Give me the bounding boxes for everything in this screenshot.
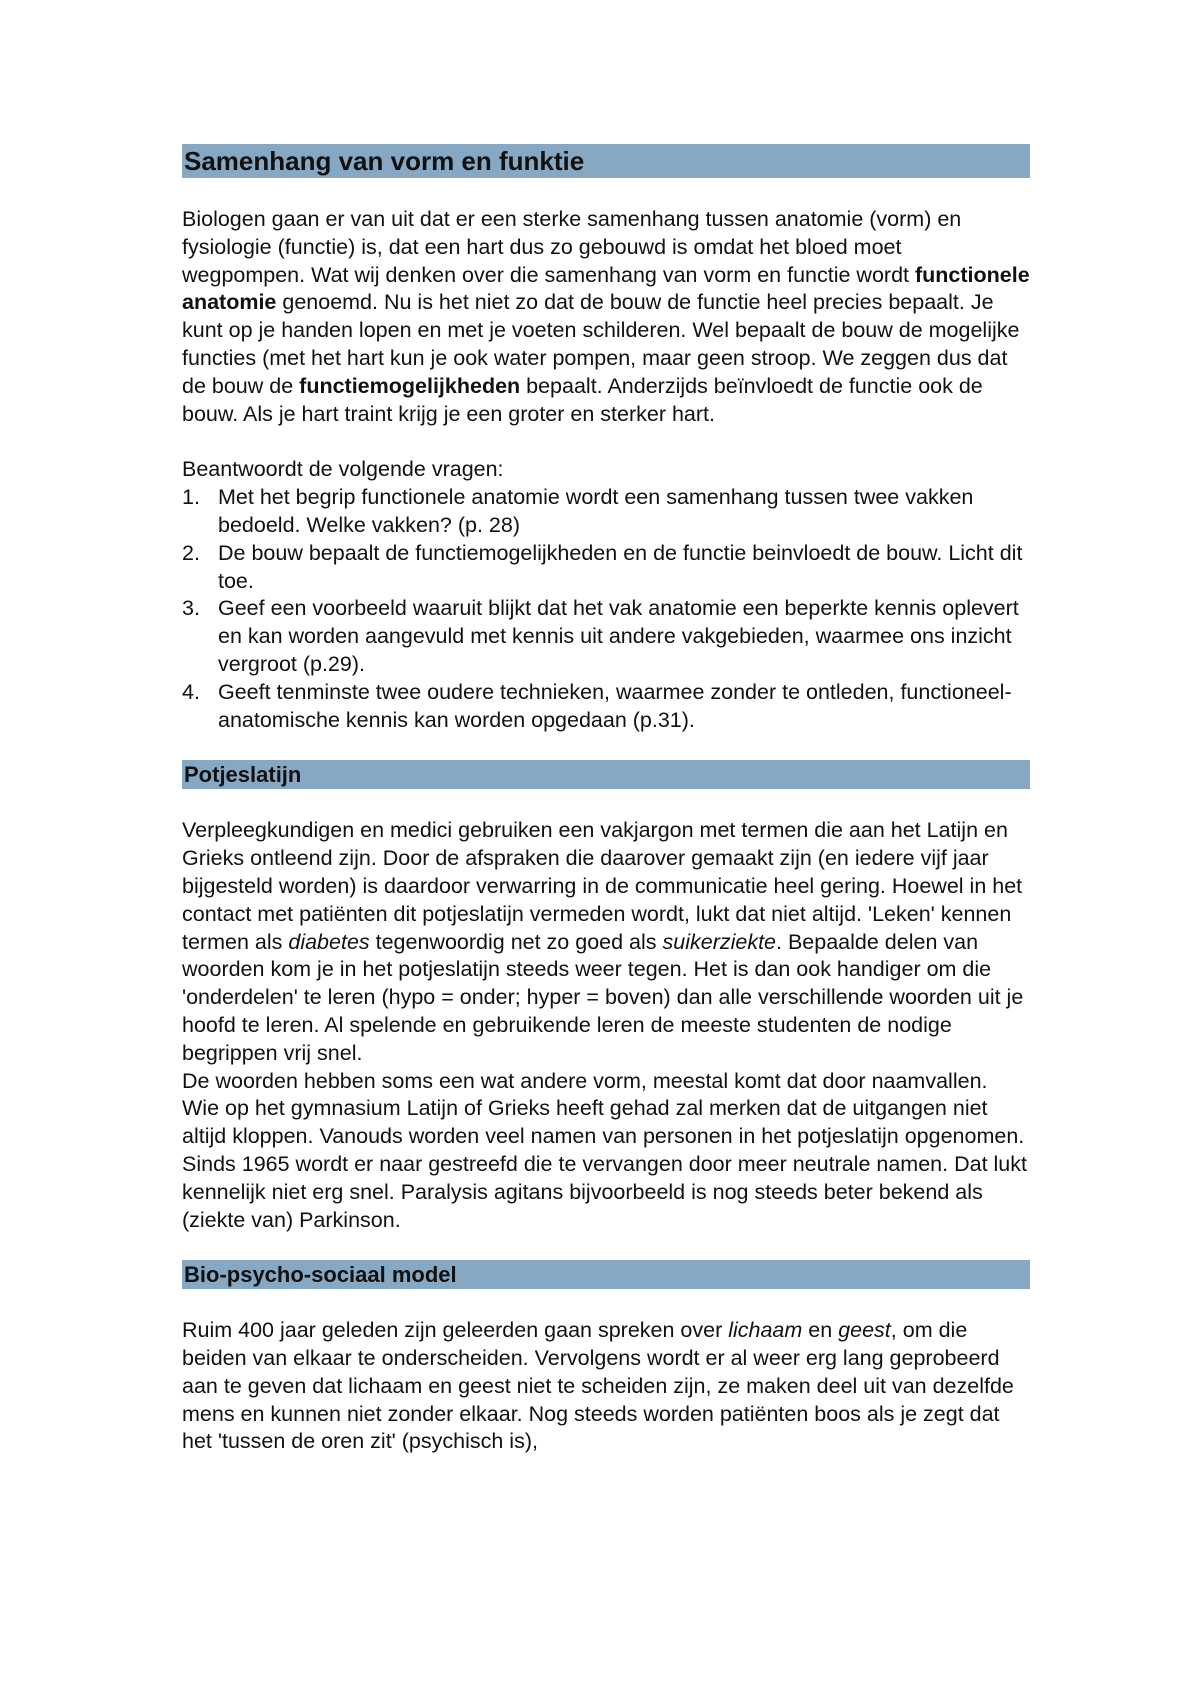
question-text: Geef een voorbeeld waaruit blijkt dat het vak anatomie een beperkte kennis oplevert en kan worden aangevuld met kennis uit andere vakgebieden, waarmee ons inzicht vergroot (p.29). bbox=[218, 596, 1019, 676]
paragraph-potjeslatijn-1 bbox=[182, 817, 1030, 1067]
questions-list bbox=[182, 484, 1030, 734]
question-number: 4. bbox=[182, 679, 200, 704]
italic-term-geest: geest bbox=[838, 1318, 891, 1343]
question-item bbox=[182, 679, 1030, 735]
question-item bbox=[182, 484, 1030, 540]
italic-term-diabetes: diabetes bbox=[288, 929, 370, 954]
text-run: Ruim 400 jaar geleden zijn geleerden gaan spreken over bbox=[182, 1318, 729, 1343]
text-run: Biologen gaan er van uit dat er een sterke samenhang tussen anatomie (vorm) en fysiologie (functie) is, dat een hart dus zo gebouwd is omdat het bloed moet wegpompen. Wat wij denken over die samenhang van vorm en functie wordt bbox=[182, 207, 962, 287]
bold-term-functionele-anatomie: functionele anatomie bbox=[182, 262, 1030, 315]
paragraph-bio-psycho-sociaal bbox=[182, 1317, 1030, 1456]
section-heading-bio-psycho-sociaal: Bio-psycho-sociaal model bbox=[182, 1260, 1030, 1289]
question-text: Geeft tenminste twee oudere technieken, waarmee zonder te ontleden, functioneel-anatomische kennis kan worden opgedaan (p.31). bbox=[218, 679, 1012, 732]
section-heading-potjeslatijn: Potjeslatijn bbox=[182, 760, 1030, 789]
paragraph-potjeslatijn-2: De woorden hebben soms een wat andere vorm, meestal komt dat door naamvallen. Wie op het gymnasium Latijn of Grieks heeft gehad zal merken dat de uitgangen niet altijd kloppen. Vanouds worden veel namen van personen in het potjeslatijn opgenomen. Sinds 1965 wordt er naar gestreefd die te vervangen door meer neutrale namen. Dat lukt kennelijk niet erg snel. Paralysis agitans bijvoorbeeld is nog steeds beter bekend als (ziekte van) Parkinson. bbox=[182, 1068, 1027, 1232]
paragraph-vorm-en-funktie bbox=[182, 206, 1030, 428]
text-run: en bbox=[802, 1318, 839, 1343]
question-text: Met het begrip functionele anatomie wordt een samenhang tussen twee vakken bedoeld. Welke vakken? (p. 28) bbox=[218, 485, 974, 537]
text-run: tegenwoordig net zo goed als bbox=[369, 929, 663, 954]
section-heading-vorm-en-funktie: Samenhang van vorm en funktie bbox=[182, 144, 1030, 178]
question-item bbox=[182, 595, 1030, 678]
document-content bbox=[182, 144, 1030, 1456]
text-run: . Bepaalde delen van woorden kom je in het potjeslatijn steeds weer tegen. Het is dan ook handiger om die 'onderdelen' te leren (hypo = onder; hyper = boven) dan alle verschillende woorden uit je hoofd te leren. Al spelende en gebruikende leren de meeste studenten de nodige begrippen vrij snel. bbox=[182, 929, 1024, 1065]
question-number: 2. bbox=[182, 540, 200, 565]
questions-intro: Beantwoordt de volgende vragen: bbox=[182, 457, 504, 482]
question-item bbox=[182, 540, 1030, 596]
question-number: 3. bbox=[182, 596, 200, 621]
text-run: , om die beiden van elkaar te onderscheiden. Vervolgens wordt er al weer erg lang geprobeerd aan te geven dat lichaam en geest niet te scheiden zijn, ze maken deel uit van dezelfde mens en kunnen niet zonder elkaar. Nog steeds worden patiënten boos als je zegt dat het 'tussen de oren zit' (psychisch is), bbox=[182, 1318, 1014, 1454]
question-text: De bouw bepaalt de functiemogelijkheden en de functie beinvloedt de bouw. Licht dit toe. bbox=[218, 540, 1023, 593]
text-run: bepaalt. Anderzijds beïnvloedt de functie ook de bouw. Als je hart traint krijg je een groter en sterker hart. bbox=[182, 373, 983, 426]
bold-term-functiemogelijkheden: functiemogelijkheden bbox=[299, 373, 521, 398]
text-run: genoemd. Nu is het niet zo dat de bouw de functie heel precies bepaalt. Je kunt op je handen lopen en met je voeten schilderen. Wel bepaalt de bouw de mogelijke functies (met het hart kun je ook water pompen, maar geen stroop. We zeggen dus dat de bouw de bbox=[182, 290, 1020, 398]
italic-term-lichaam: lichaam bbox=[728, 1318, 803, 1343]
question-number: 1. bbox=[182, 485, 200, 510]
text-run: Verpleegkundigen en medici gebruiken een vakjargon met termen die aan het Latijn en Grieks ontleend zijn. Door de afspraken die daarover gemaakt zijn (en iedere vijf jaar bijgesteld worden) is daardoor verwarring in de communicatie heel gering. Hoewel in het contact met patiënten dit potjeslatijn vermeden wordt, lukt dat niet altijd. 'Leken' kennen termen als bbox=[182, 818, 1023, 954]
italic-term-suikerziekte: suikerziekte bbox=[662, 929, 777, 954]
